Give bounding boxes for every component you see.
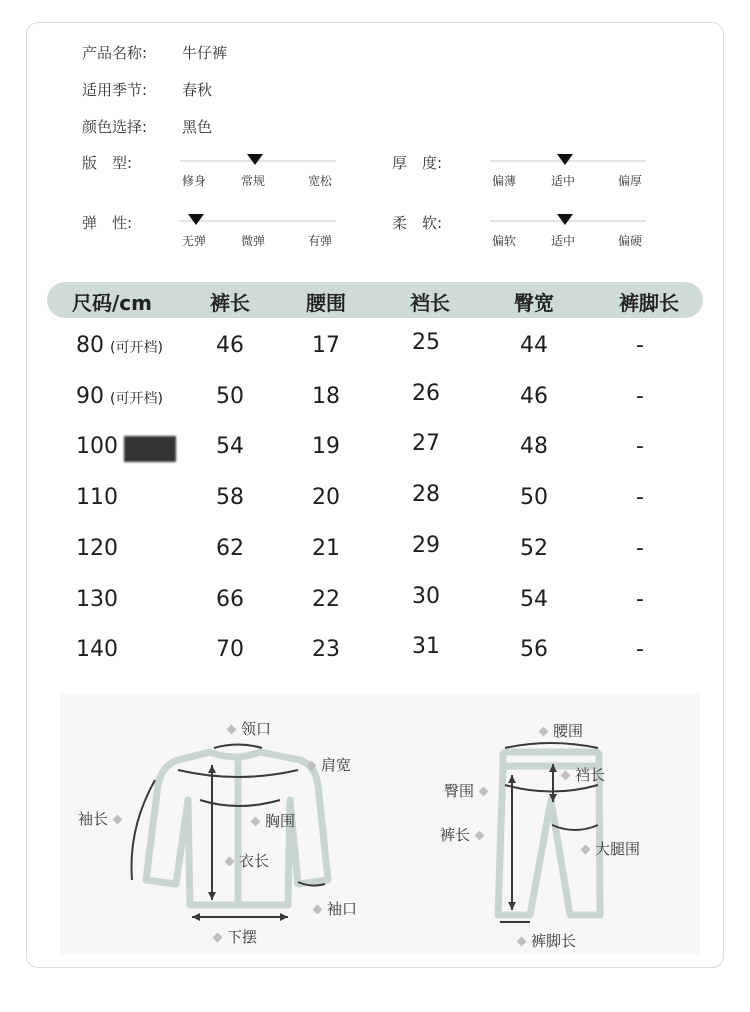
elasticity-label: 弹 性: [82,214,133,232]
header-hip: 臀宽 [514,291,554,315]
table-cell: 23 [312,637,340,663]
diamond-icon [475,831,485,841]
measurement-arrows [131,743,598,922]
hip-label [444,780,493,801]
table-cell: - [636,383,644,409]
table-cell: 62 [216,535,244,561]
table-cell: 27 [412,431,440,457]
hem-label [208,926,257,947]
table-cell: 25 [412,330,440,355]
hem-text: 下摆 [227,928,258,946]
collar-text: 领口 [241,720,272,738]
table-cell: 26 [412,380,440,406]
size-note: (可开档) [110,340,163,356]
thigh-label [576,838,640,859]
size-value: 100 [76,434,118,460]
table-cell: - [636,333,644,358]
softness-label: 柔 软: [392,214,443,232]
scale-option: 适中 [551,234,576,248]
header-waist: 腰围 [306,291,346,315]
scale-option: 偏软 [492,234,517,248]
table-cell: 19 [312,434,340,460]
leg-opening-label [512,930,576,951]
sleeve-text: 袖长 [78,810,109,828]
table-cell: - [636,637,644,663]
diamond-icon [225,857,235,867]
table-cell: 50 [216,383,244,409]
color-label: 颜色选择: [82,118,148,136]
scale-option: 适中 [551,174,576,188]
table-cell: - [636,535,644,561]
header-pants-length: 裤长 [210,291,250,315]
table-cell: 28 [412,482,440,508]
scale-option: 偏薄 [492,174,517,188]
size-value: 140 [76,637,118,663]
fit-label: 版 型: [82,154,133,172]
table-cell: 18 [312,383,340,409]
scale-option: 修身 [182,174,207,188]
diamond-icon [227,725,237,735]
scale-option: 偏硬 [618,234,643,248]
diamond-icon [581,845,591,855]
table-cell: 20 [312,485,340,511]
table-cell: 52 [520,535,548,561]
diamond-icon [479,787,489,797]
table-cell: 31 [412,634,440,660]
length-label [220,850,269,871]
diamond-icon [313,905,323,915]
diamond-icon [517,937,527,947]
crotch-text: 裆长 [575,766,606,784]
table-cell: 56 [520,637,548,663]
hip-text: 臀围 [444,782,475,800]
diamond-icon [213,933,223,943]
scale-option: 无弹 [182,234,207,248]
table-cell: - [636,434,644,460]
chest-text: 胸围 [265,812,296,830]
table-cell: 17 [312,333,340,358]
diamond-icon [113,815,123,825]
diamond-icon [561,771,571,781]
header-crotch: 裆长 [410,291,450,315]
product-name-label: 产品名称: [82,44,148,62]
pants-length-label [440,824,489,845]
length-text: 衣长 [239,852,270,870]
size-value: 120 [76,535,118,561]
season-label: 适用季节: [82,81,148,99]
table-cell: 21 [312,535,340,561]
scale-option: 常规 [241,174,266,188]
collar-label [222,718,271,739]
crotch-label [556,764,605,785]
diamond-icon [539,727,549,737]
size-value: 110 [76,485,118,511]
season-value: 春秋 [182,81,213,99]
header-size: 尺码/cm [72,291,152,315]
table-cell: - [636,485,644,511]
thigh-text: 大腿围 [595,840,641,858]
table-cell: 50 [520,485,548,511]
scale-option: 微弹 [241,234,266,248]
waist-label [534,720,583,741]
size-value: 80 [76,333,104,358]
diamond-icon [307,761,317,771]
table-cell: 22 [312,586,340,612]
size-value: 130 [76,586,118,612]
table-cell: 30 [412,583,440,609]
shoulder-text: 肩宽 [321,756,352,774]
table-cell: 48 [520,434,548,460]
thickness-label: 厚 度: [392,154,443,172]
table-cell: 29 [412,532,440,558]
table-cell: 54 [216,434,244,460]
scale-option: 有弹 [308,234,333,248]
leg-opening-text: 裤脚长 [531,932,577,950]
scale-option: 偏厚 [618,174,643,188]
table-cell: 46 [216,333,244,358]
header-leg-opening: 裤脚长 [619,291,679,315]
table-cell: 44 [520,333,548,358]
color-value: 黑色 [182,118,213,136]
table-cell: 66 [216,586,244,612]
table-cell: 70 [216,637,244,663]
product-name-value: 牛仔裤 [182,44,228,62]
cuff-text: 袖口 [327,900,358,918]
size-value: 90 [76,383,104,409]
waist-text: 腰围 [553,722,584,740]
table-cell: 54 [520,586,548,612]
cuff-label [308,898,357,919]
table-cell: 58 [216,485,244,511]
chest-label [246,810,295,831]
table-cell: 46 [520,383,548,409]
diamond-icon [251,817,261,827]
pants-length-text: 裤长 [440,826,471,844]
size-note: (可开档) [110,390,163,407]
table-cell: - [636,586,644,612]
scale-option: 宽松 [308,174,333,188]
sleeve-label [78,808,127,829]
shoulder-label [302,754,351,775]
